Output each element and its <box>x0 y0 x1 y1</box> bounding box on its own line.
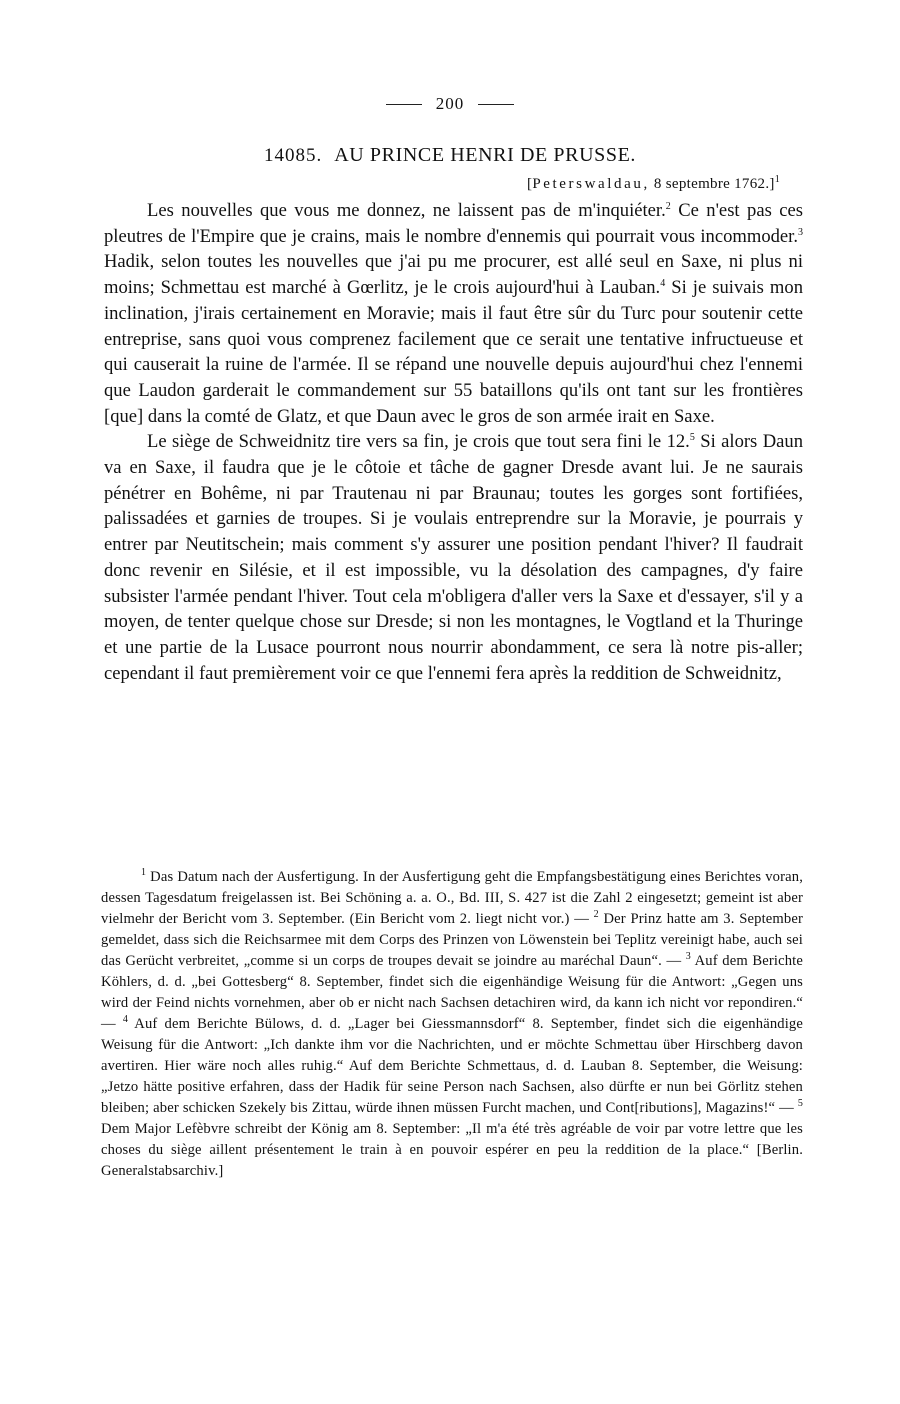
footnote-ref: 2 <box>665 200 671 212</box>
footnote-ref: 5 <box>689 432 695 444</box>
paragraph-text: Si je suivais mon inclination, j'irais certainement en Moravie; mais il faut être sûr du Turc pour soutenir cette entreprise, sans quoi vous comprenez facilement que ce serait une tentative infructueuse et qui causerait la ruine de l'armée. Il se répand une nouvelle depuis aujourd'hui chez l'ennemi que Laudon garderait le commandement sur 55 bataillons qu'ils ont tant sur les frontières [que] dans la comté de Glatz, et que Daun avec le gros de son armée irait en Saxe. <box>104 277 803 427</box>
footnote-ref: 1 <box>774 174 780 185</box>
paragraph-text: Si alors Daun va en Saxe, il faudra que je le côtoie et tâche de gagner Dresde avant lui. Je ne saurais pénétrer en Bohême, ni par Trautenau ni par Braunau; toutes les gorges sont fortifiées, palissadées et garnies de troupes. Si je voulais entreprendre sur la Moravie, je pourrais y entrer par Neutitschein; mais comment s'y assurer une position pendant l'hiver? Il faudrait donc revenir en Silésie, et il est impossible, vu la désolation des campagnes, d'y faire subsister l'armée pendant l'hiver. Tout cela m'obligera d'aller vers la Saxe et d'essayer, s'il y a moyen, de tenter quelque chose sur Dresde; si non les montagnes, le Vogtland et la Thuringe et une partie de la Lusace pourront nous nourrir abondamment, ce sera là notre pis-aller; cependant il faut premièrement voir ce que l'ennemi fera après la reddition de Schweidnitz, <box>104 431 803 684</box>
footnote-text: Auf dem Berichte Köhlers, d. d. „bei Gottesberg“ 8. September, findet sich die eigenhändige Weisung für die Antwort: „Gegen uns wird der Feind nichts vornehmen, aber ob er nicht nach Sachsen detachiren wird, da kann ich nicht vor repondiren.“ — <box>101 953 803 1032</box>
footnote-marker: 3 <box>685 951 691 963</box>
footnote-text: Der Prinz hatte am 3. September gemeldet, dass sich die Reichsarmee mit dem Corps des Prinzen von Löwenstein bei Teplitz vereinigt habe, auch sei das Gerücht verbreitet, „comme si un corps de troupes devait se joindre au maréchal Daun“. — <box>101 911 803 969</box>
letter-heading <box>0 143 900 168</box>
footnotes <box>101 867 803 1182</box>
paragraph-text: Les nouvelles que vous me donnez, ne laissent pas de m'inquiéter. <box>147 200 666 221</box>
paragraph-text: Hadik, selon toutes les nouvelles que j'ai pu me procurer, est allé seul en Saxe, ni plus ni moins; Schmettau est marché à Gœrlitz, je le crois aujourd'hui à Lauban. <box>104 251 803 299</box>
paragraph-text: Le siège de Schweidnitz tire vers sa fin, je crois que tout sera fini le 12. <box>147 431 690 453</box>
letter-title: AU PRINCE HENRI DE PRUSSE. <box>334 144 636 166</box>
date-place: Peterswaldau, <box>532 176 650 192</box>
paragraph <box>104 429 803 686</box>
footnote-text: Das Datum nach der Ausfertigung. In der Ausfertigung geht die Empfangsbestätigung eines Berichtes voran, dessen Tagesdatum freigelassen ist. Bei Schöning a. a. O., Bd. III, S. 427 ist die Zahl 2 eingesetzt; gemeint ist aber vielmehr der Bericht vom 3. September. (Ein Bericht vom 2. liegt nicht vor.) — <box>101 869 803 927</box>
page-number: 200 <box>435 94 465 114</box>
footnote-text: Dem Major Lefèbvre schreibt der König am 8. September: „Il m'a été très agréable de voir par votre lettre que les choses du siège aillent présentement le train à en pouvoir espérer en peu la reddition de la place.“ [Berlin. Generalstabsarchiv.] <box>101 1121 803 1179</box>
paragraph-text: Ce n'est pas ces pleutres de l'Empire que je crains, mais le nombre d'ennemis qui pourrait vous incommoder. <box>104 200 804 247</box>
running-header <box>0 93 900 114</box>
footnote-marker: 5 <box>797 1098 803 1110</box>
date-bracket: [ <box>527 176 533 192</box>
paragraph <box>104 198 803 429</box>
header-rule-right <box>478 104 514 105</box>
footnote-text: Auf dem Berichte Bülows, d. d. „Lager bei Giessmannsdorf“ 8. September, findet sich die eigenhändige Weisung für die Antwort: „Ich dankte ihm vor die Nachrichten, und er möchte Schmettau über Hirschberg davon avertiren. Hier wäre noch alles ruhig.“ Auf dem Berichte Schmettaus, d. d. Lauban 8. September, die Weisung: „Jetzo hätte positive erfahren, dass der Hadik für seine Person nach Sachsen, also dürfte er nun bei Görlitz stehen bleiben; aber schicken Szekely bis Zittau, würde ihnen müssen Furcht machen, und Cont[ributions], Magazins!“ — <box>101 1016 804 1116</box>
footnote-marker: 1 <box>141 867 147 879</box>
footnote-ref: 3 <box>798 226 803 238</box>
footnote-marker: 2 <box>593 909 599 921</box>
letter-number: 14085. <box>264 145 323 166</box>
letter-body <box>104 198 803 686</box>
footnote-block <box>101 867 803 1182</box>
header-rule-left <box>386 104 422 105</box>
footnote-marker: 4 <box>122 1014 128 1026</box>
footnote-ref: 4 <box>660 277 666 289</box>
letter-dateline <box>527 174 780 194</box>
date-text: 8 septembre 1762.] <box>649 176 775 192</box>
